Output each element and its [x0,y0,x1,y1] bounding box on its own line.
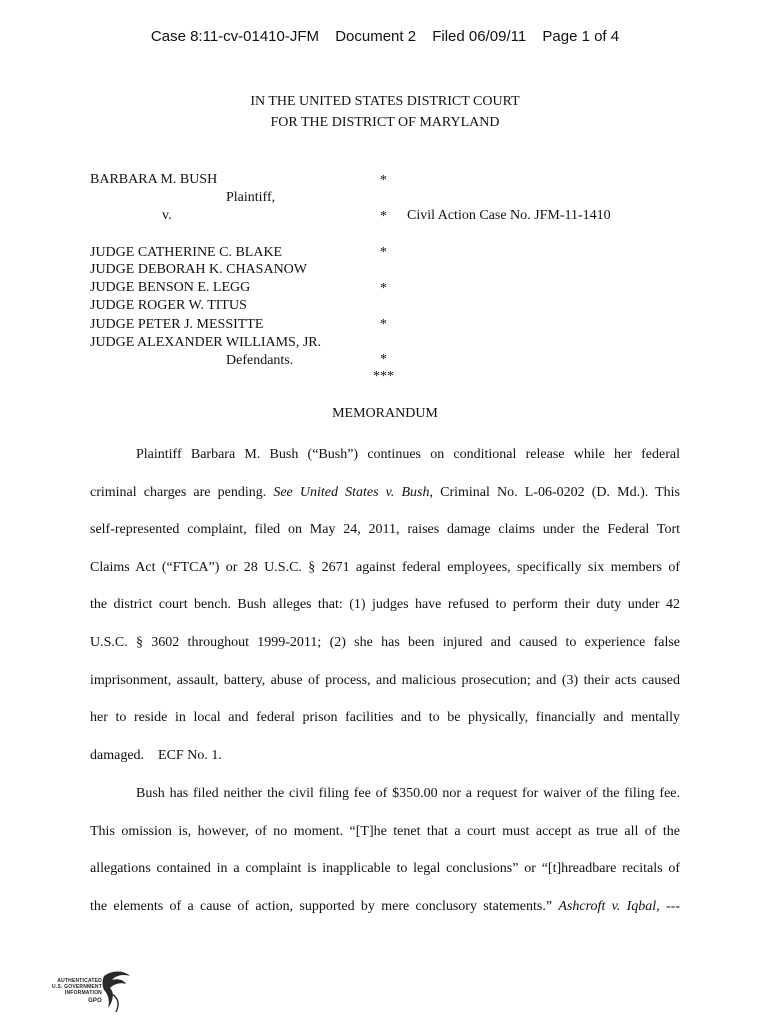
text-line: Bush has filed neither the civil filing fee of $350.00 nor a request for waiver of the filing fee. [136,786,680,801]
caption-star: * [380,245,387,260]
caption-star: * [380,352,387,367]
defendant-2: JUDGE DEBORAH K. CHASANOW [90,262,307,277]
text-line: U.S.C. § 3602 throughout 1999-2011; (2) she has been injured and caused to experience false [90,634,680,650]
header-document-number: Document 2 [335,28,417,45]
text-run: criminal charges are pending. [90,484,274,500]
text-run: the elements of a cause of action, supported by mere conclusory statements.” [90,898,559,914]
text-run: --- [659,898,680,914]
text-line: allegations contained in a complaint is inapplicable to legal conclusions” or “[t]hreadbare recitals of [90,861,680,877]
case-citation: See United States v. Bush [273,484,430,500]
defendant-6: JUDGE ALEXANDER WILLIAMS, JR. [90,335,322,350]
civil-action-case-number: Civil Action Case No. JFM-11-1410 [407,208,611,223]
caption-star: * [380,173,387,188]
text-line: the district court bench. Bush alleges that: (1) judges have refused to perform their duty under 42 [90,597,680,613]
caption-star: * [380,317,387,332]
text-line: Claims Act (“FTCA”) or 28 U.S.C. § 2671 against federal employees, specifically six members of [90,559,680,575]
caption-triple-star: *** [373,369,394,384]
defendant-3: JUDGE BENSON E. LEGG [90,280,251,295]
gpo-logo-line-3: INFORMATION [64,990,102,996]
memorandum-title: MEMORANDUM [332,406,438,421]
defendant-5: JUDGE PETER J. MESSITTE [90,317,264,332]
plaintiff-role: Plaintiff, [226,190,276,205]
text-run: , Criminal No. L-06-0202 (D. Md.). This [429,484,680,500]
text-line: her to reside in local and federal prison facilities and to be physically, financially and mentally [90,710,680,726]
eagle-icon [98,968,132,1014]
text-line: self-represented complaint, filed on May 24, 2011, raises damage claims under the Federal Tort [90,522,680,538]
versus: v. [162,208,172,223]
defendant-4: JUDGE ROGER W. TITUS [90,298,247,313]
memorandum-paragraph-2 [90,775,680,925]
caption-star: * [380,281,387,296]
defendants-role: Defendants. [226,353,294,368]
header-filed-date: Filed 06/09/11 [432,28,527,45]
court-title-line-1: IN THE UNITED STATES DISTRICT COURT [250,94,520,109]
gpo-authentication-logo [40,968,130,1016]
text-line: damaged. ECF No. 1. [90,747,222,763]
gpo-logo-line-1: AUTHENTICATED [57,978,102,984]
court-title-line-2: FOR THE DISTRICT OF MARYLAND [270,115,500,130]
header-case-number: Case 8:11-cv-01410-JFM [150,28,320,45]
text-line: imprisonment, assault, battery, abuse of process, and malicious prosecution; and (3) their acts caused [90,672,680,688]
text-line: This omission is, however, of no moment. “[T]he tenet that a court must accept as true all of the [90,823,680,839]
text-line [90,888,680,926]
ecf-header [0,28,770,45]
defendant-1: JUDGE CATHERINE C. BLAKE [90,245,283,260]
gpo-logo-line-4: GPO [88,998,102,1004]
text-line: Plaintiff Barbara M. Bush (“Bush”) continues on conditional release while her federal [136,447,680,462]
memorandum-paragraph-1 [90,436,680,774]
caption-star: * [380,209,387,224]
plaintiff-name: BARBARA M. BUSH [90,172,218,187]
gpo-logo-line-2: U.S. GOVERNMENT [52,984,102,990]
case-citation: Ashcroft v. Iqbal, [558,898,660,914]
header-page-number: Page 1 of 4 [542,28,620,45]
text-line [90,474,680,512]
